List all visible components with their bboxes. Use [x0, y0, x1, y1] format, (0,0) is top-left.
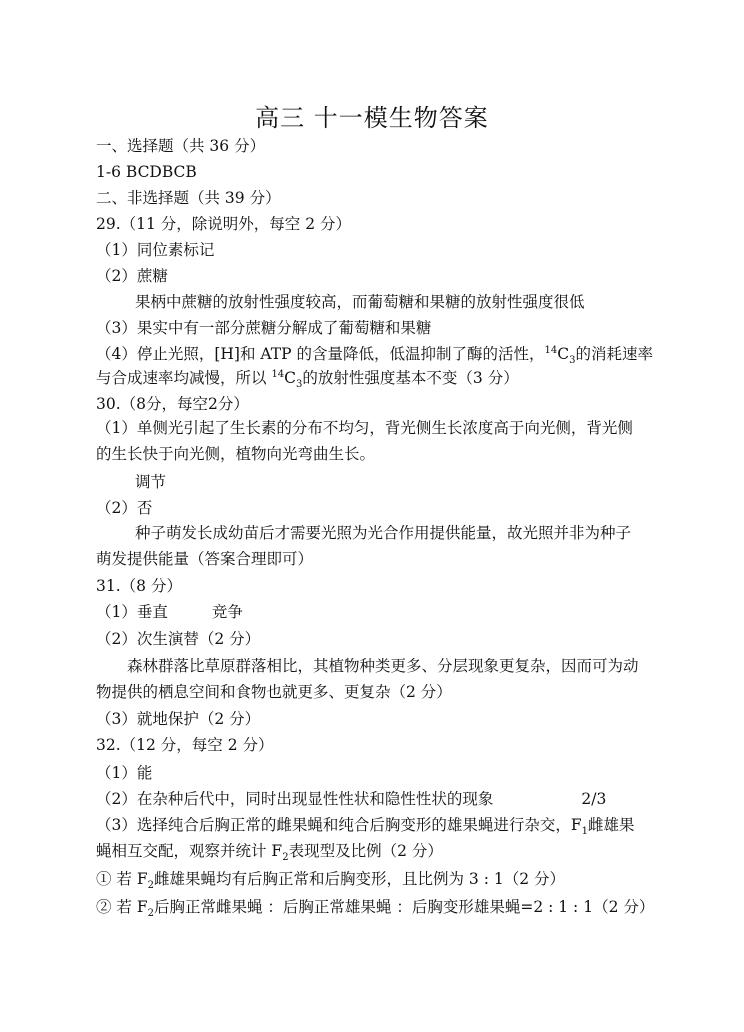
q31-header: 31.（8 分） — [96, 577, 182, 595]
q32-result-1-b: 雌雄果蝇均有后胸正常和后胸变形，且比例为 3 : 1（2 分） — [153, 870, 566, 888]
isotope-mass: 14 — [271, 368, 285, 380]
q29-answer-4-text-c: 与合成速率均减慢，所以 — [96, 369, 272, 387]
q29-answer-2-explanation: 果柄中蔗糖的放射性强度较高，而葡萄糖和果糖的放射性强度很低 — [135, 293, 585, 311]
q32-result-2-b: 后胸正常雌果蝇 ：后胸正常雄果蝇 ：后胸变形雄果蝇=2 : 1 : 1（2 分） — [153, 898, 655, 916]
page-title: 高三 十一模生物答案 — [255, 104, 489, 132]
isotope-element: C — [284, 369, 297, 387]
q32-answer-3-text-c: 蝇相互交配，观察并统计 F — [96, 842, 283, 860]
q32-answer-2-ratio: 2/3 — [581, 790, 607, 808]
q31-answer-2-explanation-line2: 物提供的栖息空间和食物也就更多、更复杂（2 分） — [96, 683, 452, 701]
q31-answer-1-a: （1）垂直 — [96, 603, 168, 621]
q29-answer-3: （3）果实中有一部分蔗糖分解成了葡萄糖和果糖 — [96, 319, 432, 337]
q32-result-1-a: ① 若 F — [96, 870, 148, 888]
f2-subscript: 2 — [147, 880, 154, 892]
q31-answer-1-b: 竞争 — [211, 603, 243, 621]
q30-answer-2-explanation-line1: 种子萌发长成幼苗后才需要光照为光合作用提供能量，故光照并非为种子 — [135, 524, 632, 542]
q29-answer-4-line1 — [96, 344, 653, 367]
q32-result-2-a: ② 若 F — [96, 898, 148, 916]
q30-answer-1-line1: （1）单侧光引起了生长素的分布不均匀，背光侧生长浓度高于向光侧，背光侧 — [96, 419, 633, 437]
q29-answer-2: （2）蔗糖 — [96, 267, 168, 285]
q32-header: 32.（12 分，每空 2 分） — [96, 736, 274, 754]
q30-answer-1-line2: 的生长快于向光侧，植物向光弯曲生长。 — [96, 445, 376, 463]
q32-answer-3-text-b: 雌雄果 — [588, 816, 635, 834]
q29-answer-4-text-b: 的消耗速率 — [575, 345, 653, 363]
q31-answer-1 — [96, 602, 243, 622]
q32-result-1 — [96, 869, 566, 892]
choice-section-header: 一、选择题（共 36 分） — [96, 137, 266, 155]
f2-subscript: 2 — [147, 908, 154, 920]
q32-answer-1: （1）能 — [96, 764, 153, 782]
q32-answer-2-text: （2）在杂种后代中，同时出现显性性状和隐性性状的现象 — [96, 790, 494, 808]
q29-answer-4-text-d: 的放射性强度基本不变（3 分） — [302, 369, 519, 387]
q32-answer-3-line1 — [96, 815, 635, 838]
q31-answer-2: （2）次生演替（2 分） — [96, 630, 261, 648]
isotope-mass: 14 — [544, 344, 558, 356]
choice-answers: 1-6 BCDBCB — [96, 163, 197, 181]
q29-answer-1: （1）同位素标记 — [96, 241, 215, 259]
q32-answer-2 — [96, 789, 606, 809]
q31-answer-2-explanation-line1: 森林群落比草原群落相比，其植物种类更多、分层现象更复杂，因而可为动 — [127, 657, 639, 675]
f2-subscript: 2 — [282, 852, 289, 864]
isotope-subscript: 3 — [296, 379, 303, 391]
isotope-subscript: 3 — [569, 355, 576, 367]
q30-answer-1-extra: 调节 — [135, 473, 167, 491]
q32-answer-3-line2 — [96, 841, 443, 864]
q29-header: 29.（11 分，除说明外，每空 2 分） — [96, 215, 352, 233]
q29-answer-4-line2 — [96, 368, 519, 391]
isotope-element: C — [557, 345, 570, 363]
f1-subscript: 1 — [581, 826, 588, 838]
q29-answer-4-text-a: （4）停止光照，[H]和 ATP 的含量降低，低温抑制了酶的活性， — [96, 345, 545, 363]
q30-answer-2-explanation-line2: 萌发提供能量（答案合理即可） — [96, 550, 314, 568]
q30-header: 30.（8分，每空2分） — [96, 395, 249, 413]
nonchoice-section-header: 二、非选择题（共 39 分） — [96, 189, 281, 207]
q32-result-2 — [96, 897, 655, 920]
q32-answer-3-text-a: （3）选择纯合后胸正常的雌果蝇和纯合后胸变形的雄果蝇进行杂交，F — [96, 816, 582, 834]
q31-answer-3: （3）就地保护（2 分） — [96, 710, 261, 728]
q32-answer-3-text-d: 表现型及比例（2 分） — [288, 842, 443, 860]
q30-answer-2: （2）否 — [96, 499, 153, 517]
